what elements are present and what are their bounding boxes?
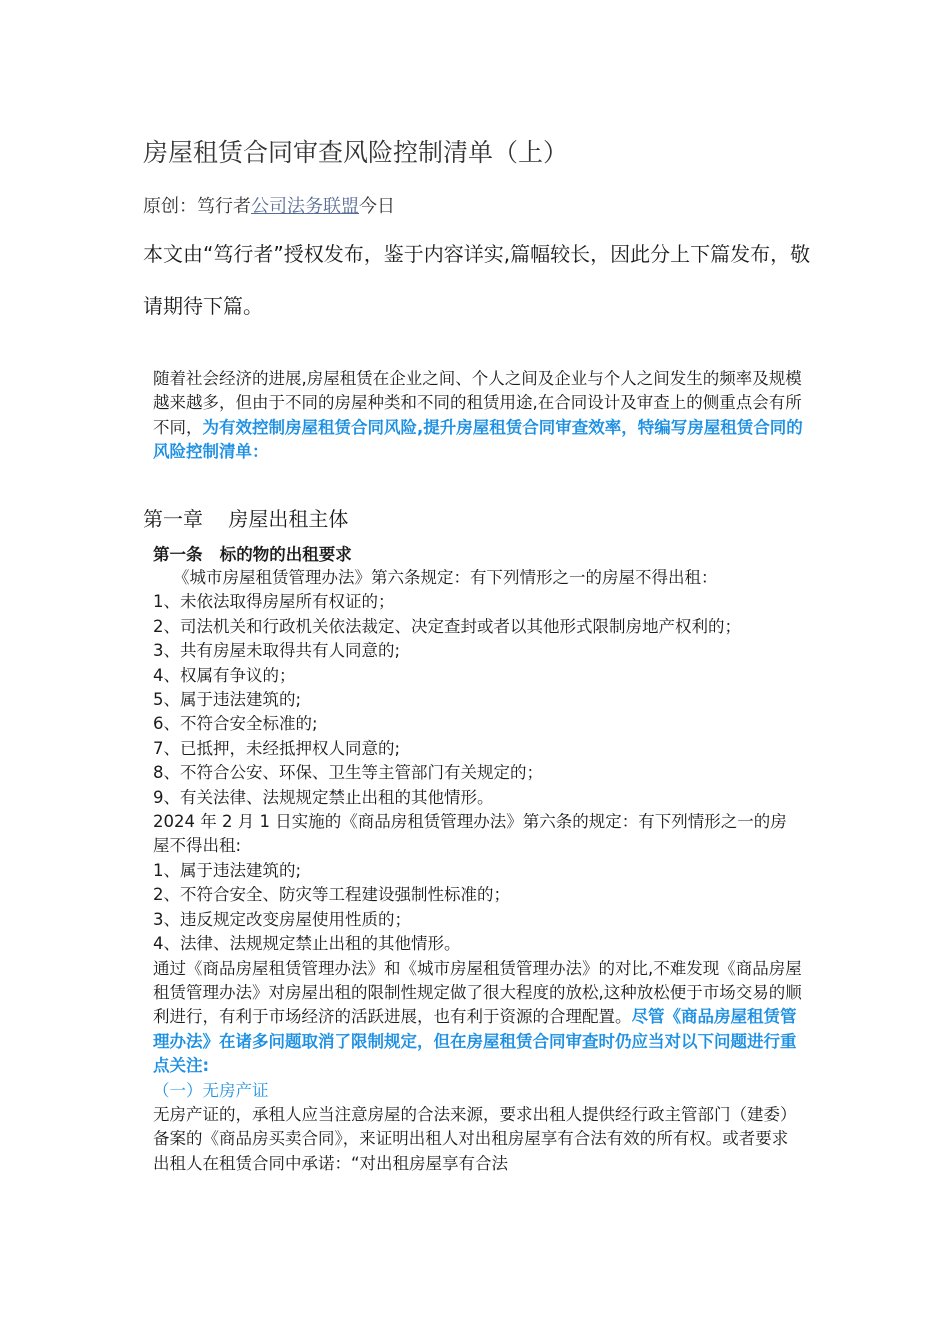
intro-paragraph: 本文由“笃行者”授权发布，鉴于内容详实,篇幅较长，因此分上下篇发布，敬请期待下篇。 bbox=[143, 242, 811, 318]
list-item: 1、未依法取得房屋所有权证的； bbox=[153, 592, 395, 612]
paragraph-1-highlight: 为有效控制房屋租赁合同风险,提升房屋租赁合同审查效率，特编写房屋租赁合同的风险控制清单： bbox=[153, 417, 803, 462]
paragraph-2 bbox=[153, 957, 803, 1079]
paragraph-3: 无房产证的，承租人应当注意房屋的合法来源，要求出租人提供经行政主管部门（建委）备案的《商品房买卖合同》，来证明出租人对出租房屋享有合法有效的所有权。或者要求出租人在租赁合同中承诺：“对出租房屋享有合法 bbox=[153, 1104, 797, 1173]
byline bbox=[143, 192, 395, 218]
paragraph-2-text: 通过《商品房屋租赁管理办法》和《城市房屋租赁管理办法》的对比,不难发现《商品房屋租赁管理办法》对房屋出租的限制性规定做了很大程度的放松,这种放松便于市场交易的顺利进行，有利于市场经济的活跃进展，也有利于资源的合理配置。 bbox=[153, 958, 802, 1027]
list-item: 2、不符合安全、防灾等工程建设强制性标准的； bbox=[153, 885, 510, 905]
chapter-heading: 第一章 房屋出租主体 bbox=[143, 507, 349, 531]
list-item: 8、不符合公安、环保、卫生等主管部门有关规定的； bbox=[153, 763, 543, 783]
list-item: 6、不符合安全标准的; bbox=[153, 714, 318, 734]
byline-source-link[interactable]: 公司法务联盟 bbox=[251, 196, 359, 217]
law-intro-line: 《城市房屋租赁管理办法》第六条规定：有下列情形之一的房屋不得出租： bbox=[173, 568, 718, 587]
article-title: 房屋租赁合同审查风险控制清单（上） bbox=[143, 138, 569, 167]
byline-date: 今日 bbox=[359, 196, 395, 217]
paragraph-2-highlight: 尽管《商品房屋租赁管理办法》在诸多问题取消了限制规定，但在房屋租赁合同审查时仍应当对以下问题进行重点关注: bbox=[153, 1007, 797, 1076]
law-intro-line: 2024 年 2 月 1 日实施的《商品房租赁管理办法》第六条的规定：有下列情形之一的房屋不得出租: bbox=[153, 812, 787, 856]
byline-author: 原创：笃行者 bbox=[143, 196, 251, 217]
paragraph-1-text: 随着社会经济的进展,房屋租赁在企业之间、个人之间及企业与个人之间发生的频率及规模越来越多，但由于不同的房屋种类和不同的租赁用途,在合同设计及审查上的侧重点会有所不同， bbox=[153, 369, 802, 437]
article-heading: 第一条 标的物的出租要求 bbox=[153, 545, 352, 564]
list-item: 3、违反规定改变房屋使用性质的； bbox=[153, 909, 411, 929]
list-item: 2、司法机关和行政机关依法裁定、决定查封或者以其他形式限制房地产权利的； bbox=[153, 616, 741, 636]
subheading-no-certificate: （一）无房产证 bbox=[153, 1080, 269, 1100]
list-item: 5、属于违法建筑的; bbox=[153, 690, 302, 710]
list-item: 9、有关法律、法规规定禁止出租的其他情形。 bbox=[153, 787, 494, 807]
paragraph-1 bbox=[153, 367, 803, 465]
list-item: 1、属于违法建筑的; bbox=[153, 860, 302, 880]
list-item: 3、共有房屋未取得共有人同意的; bbox=[153, 641, 401, 661]
article-body bbox=[153, 566, 803, 1176]
list-item: 7、已抵押，未经抵押权人同意的; bbox=[153, 738, 401, 758]
list-item: 4、权属有争议的； bbox=[153, 665, 296, 685]
list-item: 4、法律、法规规定禁止出租的其他情形。 bbox=[153, 934, 461, 954]
